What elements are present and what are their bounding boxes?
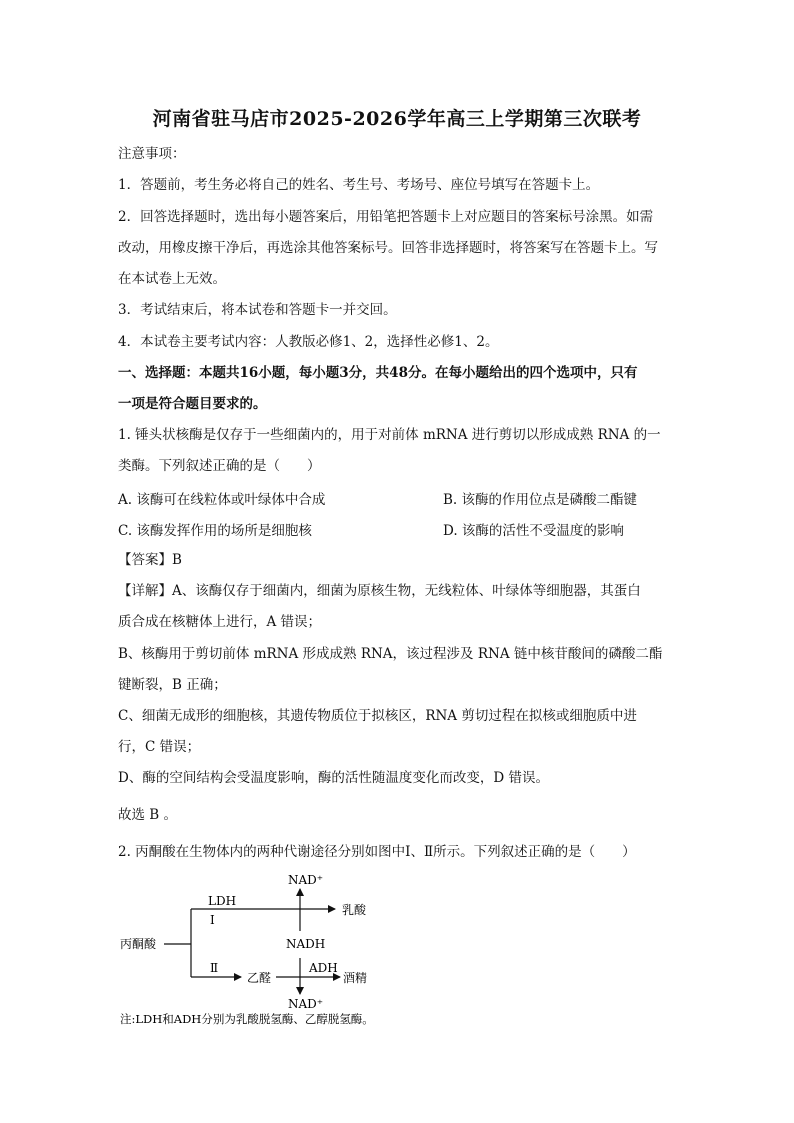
ldh-label: LDH <box>208 894 237 908</box>
q1-conclusion: 故选 B 。 <box>118 807 178 823</box>
q1-option-c: C. 该酶发挥作用的场所是细胞核 <box>118 523 312 539</box>
q1-explanation-b-line-2: 键断裂，B 正确； <box>118 677 227 693</box>
notice-heading: 注意事项： <box>118 146 186 162</box>
notice-item-2-line-2: 改动，用橡皮擦干净后，再选涂其他答案标号。回答非选择题时，将答案写在答题卡上。写 <box>118 240 658 256</box>
metabolic-pathway-diagram <box>110 866 450 1026</box>
q1-explanation-d: D、酶的空间结构会受温度影响，酶的活性随温度变化而改变，D 错误。 <box>118 770 549 786</box>
nad-bottom-label: NAD⁺ <box>288 997 324 1011</box>
adh-label: ADH <box>309 961 338 975</box>
notice-item-3: 3．考试结束后，将本试卷和答题卡一并交回。 <box>118 302 397 318</box>
q1-explanation-a-line-1: 【详解】A、该酶仅存于细菌内，细菌为原核生物，无线粒体、叶绿体等细胞器，其蛋白 <box>118 583 641 599</box>
pyruvate-label: 丙酮酸 <box>120 937 157 951</box>
q1-option-a: A. 该酶可在线粒体或叶绿体中合成 <box>118 492 326 508</box>
q1-stem-line-1: 1. 锤头状核酶是仅存于一些细菌内的，用于对前体 mRNA 进行剪切以形成成熟 RNA 的一 <box>118 427 661 443</box>
notice-item-2-line-1: 2．回答选择题时，选出每小题答案后，用铅笔把答题卡上对应题目的答案标号涂黑。如需 <box>118 209 654 225</box>
diagram-note: 注:LDH和ADH分别为乳酸脱氢酶、乙醇脱氢酶。 <box>120 1012 374 1026</box>
nadh-label: NADH <box>286 937 326 951</box>
lactic-acid-label: 乳酸 <box>342 903 367 917</box>
q1-explanation-c-line-1: C、细菌无成形的细胞核，其遗传物质位于拟核区，RNA 剪切过程在拟核或细胞质中进 <box>118 708 637 724</box>
q1-answer: 【答案】B <box>118 552 182 568</box>
q2-stem: 2. 丙酮酸在生物体内的两种代谢途径分别如图中Ⅰ、Ⅱ所示。下列叙述正确的是（ ） <box>118 844 636 860</box>
section-heading-line-1: 一、选择题：本题共16小题，每小题3分，共48分。在每小题给出的四个选项中，只有 <box>118 365 638 381</box>
q1-explanation-b-line-1: B、核酶用于剪切前体 mRNA 形成成熟 RNA，该过程涉及 RNA 链中核苷酸间的磷酸二酯 <box>118 646 663 662</box>
notice-item-1: 1．答题前，考生务必将自己的姓名、考生号、考场号、座位号填写在答题卡上。 <box>118 177 600 193</box>
nad-top-label: NAD⁺ <box>288 873 324 887</box>
q1-stem-line-2: 类酶。下列叙述正确的是（ ） <box>118 458 321 474</box>
section-heading-line-2: 一项是符合题目要求的。 <box>118 396 267 412</box>
acetaldehyde-label: 乙醛 <box>247 971 272 985</box>
q1-option-d: D. 该酶的活性不受温度的影响 <box>443 523 624 539</box>
q1-explanation-c-line-2: 行，C 错误； <box>118 739 201 755</box>
q1-option-b: B. 该酶的作用位点是磷酸二酯键 <box>443 492 638 508</box>
notice-item-4: 4．本试卷主要考试内容：人教版必修1、2，选择性必修1、2。 <box>118 334 499 350</box>
notice-item-2-line-3: 在本试卷上无效。 <box>118 271 226 287</box>
path-2-label: Ⅱ <box>210 961 219 975</box>
page-title: 河南省驻马店市2025-2026学年高三上学期第三次联考 <box>152 108 642 130</box>
alcohol-label: 酒精 <box>343 971 368 985</box>
q1-explanation-a-line-2: 质合成在核糖体上进行，A 错误； <box>118 614 322 630</box>
path-1-label: Ⅰ <box>210 913 215 927</box>
